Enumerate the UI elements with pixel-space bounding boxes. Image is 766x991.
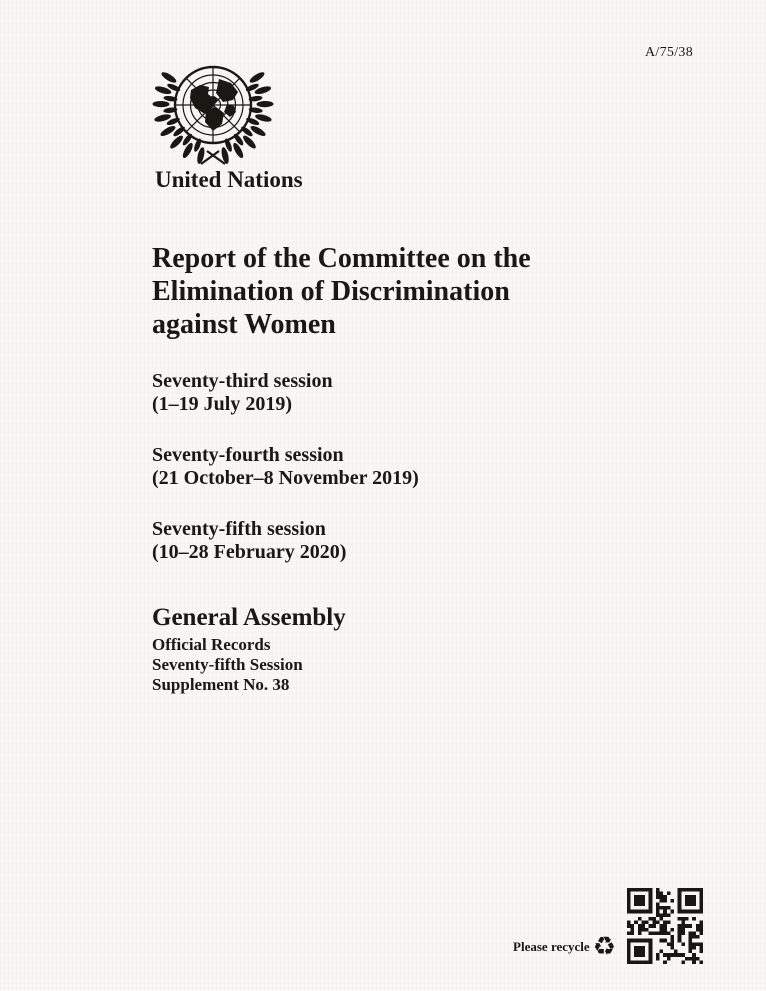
report-title-line: Elimination of Discrimination (152, 276, 510, 307)
report-title-line: Report of the Committee on the (152, 243, 531, 274)
assembly-line: Official Records (152, 635, 271, 654)
assembly-line: Supplement No. 38 (152, 675, 290, 694)
qr-code-icon (626, 888, 704, 964)
assembly-heading: General Assembly (152, 604, 346, 631)
un-emblem-icon (151, 60, 275, 166)
session-dates: (21 October–8 November 2019) (152, 467, 419, 489)
session-item (152, 370, 419, 416)
document-symbol: A/75/38 (645, 45, 693, 60)
session-name: Seventy-fifth session (152, 518, 326, 540)
session-item (152, 444, 419, 490)
session-dates: (1–19 July 2019) (152, 393, 292, 415)
please-recycle-label: Please recycle (513, 939, 590, 954)
report-title (152, 242, 652, 341)
session-name: Seventy-third session (152, 370, 333, 392)
org-name: United Nations (155, 167, 303, 192)
assembly-block (152, 604, 346, 695)
session-dates: (10–28 February 2020) (152, 541, 347, 563)
session-name: Seventy-fourth session (152, 444, 344, 466)
assembly-line: Seventy-fifth Session (152, 655, 303, 674)
recycle-note (430, 934, 616, 960)
recycle-icon: ♻ (592, 932, 616, 962)
session-list (152, 370, 419, 592)
session-item (152, 518, 419, 564)
report-title-line: against Women (152, 309, 336, 340)
